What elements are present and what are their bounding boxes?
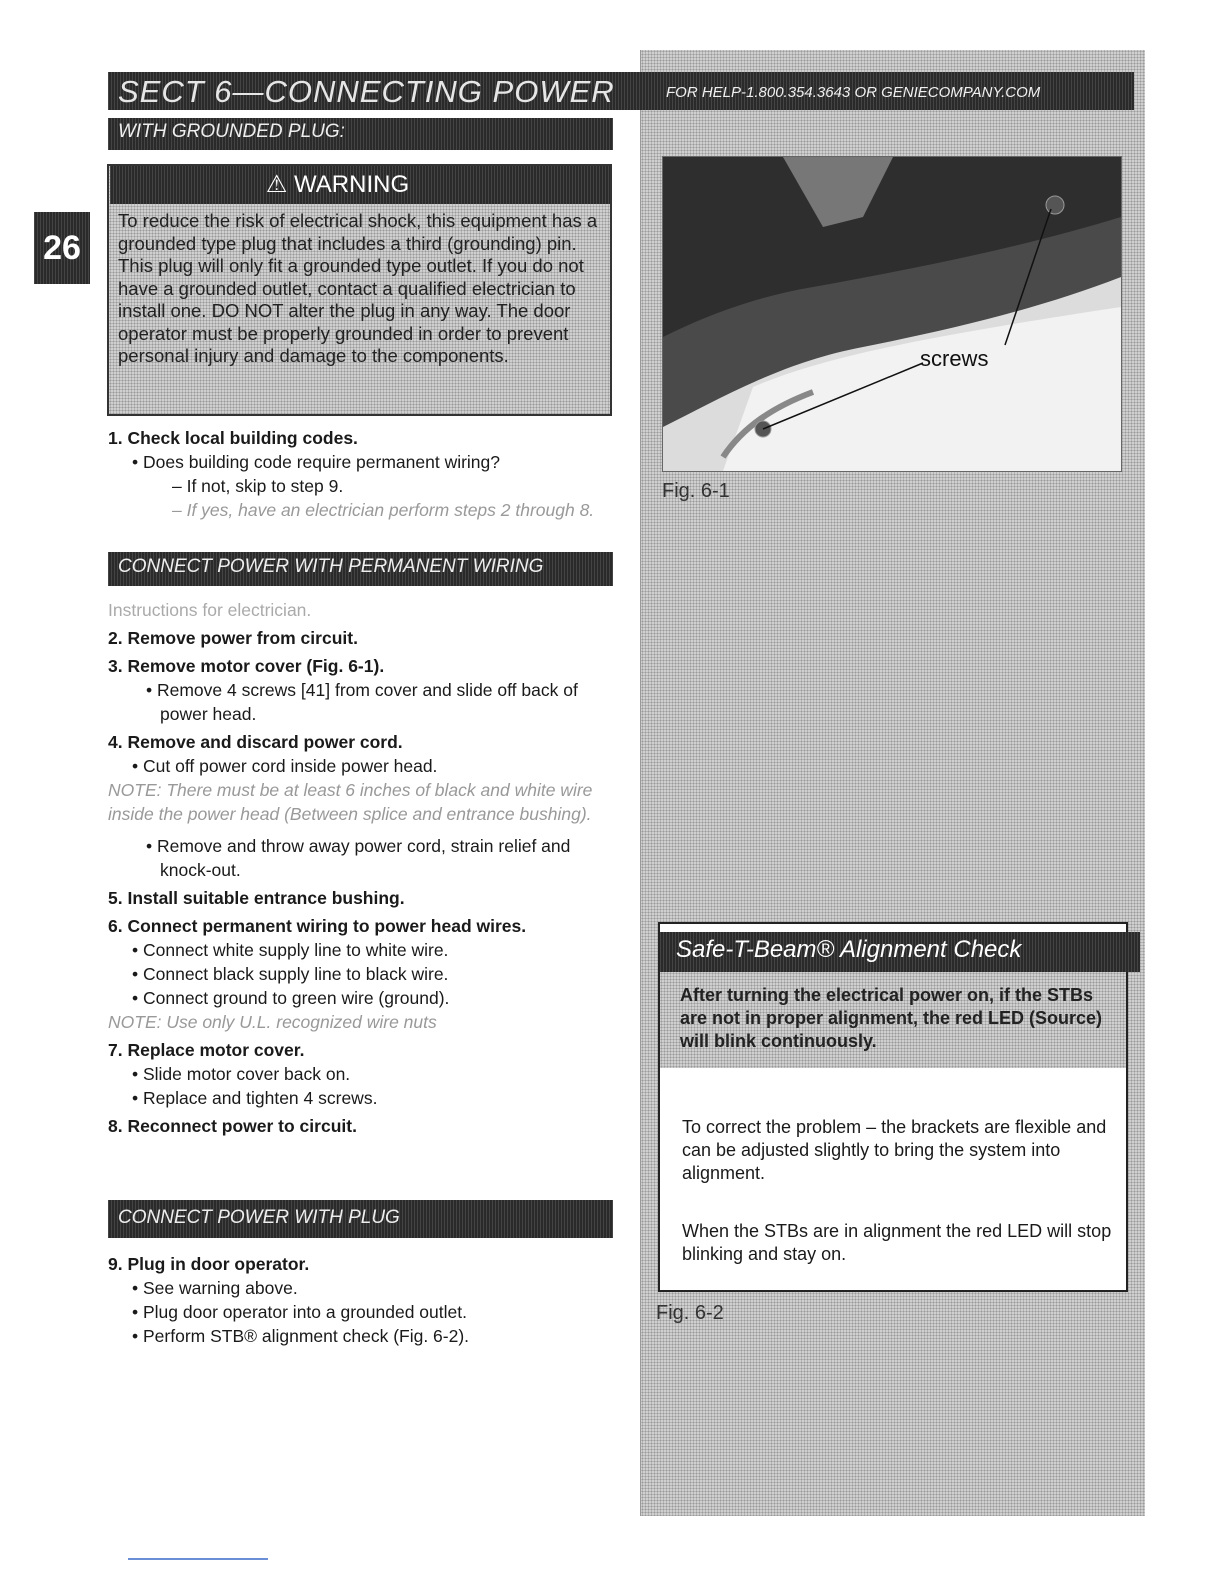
help-contact: FOR HELP-1.800.354.3643 OR GENIECOMPANY.COM xyxy=(666,84,1041,101)
step-7-bullet-1: • Slide motor cover back on. xyxy=(132,1064,351,1084)
section-title: SECT 6—CONNECTING POWER xyxy=(118,74,615,109)
motor-cover-illustration xyxy=(663,157,1121,471)
step-1: 1. Check local building codes. xyxy=(108,428,358,448)
step-9-bullet-3: • Perform STB® alignment check (Fig. 6-2). xyxy=(132,1326,470,1346)
figure-6-2-alert-text: After turning the electrical power on, if the STBs are not in proper alignment, the red LED (Source) will blink continuously. xyxy=(680,985,1103,1051)
step-4-bullet-1: • Cut off power cord inside power head. xyxy=(132,756,438,776)
step-6-bullet-2: • Connect black supply line to black wire. xyxy=(132,964,449,984)
figure-6-2-label: Fig. 6-2 xyxy=(656,1302,724,1324)
note-wire-length: NOTE: There must be at least 6 inches of black and white wire inside the power head (Between splice and entrance bushing). xyxy=(108,780,593,824)
step-3-bullet: • Remove 4 screws [41] from cover and slide off back of power head. xyxy=(146,680,578,724)
step-6-bullet-3: • Connect ground to green wire (ground). xyxy=(132,988,450,1008)
page-number-tab: 26 xyxy=(34,212,90,284)
steps-section-2 xyxy=(108,598,613,1138)
step-6-bullet-1: • Connect white supply line to white wire. xyxy=(132,940,449,960)
step-1-dash-2: – If yes, have an electrician perform steps 2 through 8. xyxy=(172,500,595,520)
steps-section-3 xyxy=(108,1252,613,1348)
step-7: 7. Replace motor cover. xyxy=(108,1040,305,1060)
figure-6-2-title: Safe-T-Beam® Alignment Check xyxy=(676,936,1022,963)
step-6: 6. Connect permanent wiring to power head wires. xyxy=(108,916,527,936)
step-4-bullet-2: • Remove and throw away power cord, strain relief and knock-out. xyxy=(146,836,571,880)
step-8: 8. Reconnect power to circuit. xyxy=(108,1116,357,1136)
electrician-intro: Instructions for electrician. xyxy=(108,600,312,620)
note-wire-nuts: NOTE: Use only U.L. recognized wire nuts xyxy=(108,1012,437,1032)
warning-text: To reduce the risk of electrical shock, this equipment has a grounded type plug that includes a third (grounding) pin. This plug will only fit a grounded type outlet. If you do not have a grounded outlet, contact a qualified electrician to install one. DO NOT alter the plug in any way. The door operator must be properly grounded in order to prevent personal injury and damage to the components. xyxy=(118,210,598,366)
step-9-bullet-1: • See warning above. xyxy=(132,1278,298,1298)
figure-6-1-label: Fig. 6-1 xyxy=(662,480,730,502)
step-7-bullet-2: • Replace and tighten 4 screws. xyxy=(132,1088,378,1108)
warning-title: ⚠ WARNING xyxy=(265,171,410,198)
step-3: 3. Remove motor cover (Fig. 6-1). xyxy=(108,656,385,676)
steps-section-1 xyxy=(108,426,628,522)
step-4: 4. Remove and discard power cord. xyxy=(108,732,403,752)
footer-rule xyxy=(128,1558,268,1560)
figure-6-1-photo xyxy=(662,156,1122,472)
subheader-permanent-wiring: CONNECT POWER WITH PERMANENT WIRING xyxy=(118,556,544,577)
step-1-dash-1: – If not, skip to step 9. xyxy=(172,476,344,496)
subheader-plug: CONNECT POWER WITH PLUG xyxy=(118,1207,400,1228)
screws-callout: screws xyxy=(920,346,989,371)
step-9: 9. Plug in door operator. xyxy=(108,1254,310,1274)
figure-6-2-paragraph-2: When the STBs are in alignment the red LED will stop blinking and stay on. xyxy=(682,1221,1112,1264)
step-9-bullet-2: • Plug door operator into a grounded outlet. xyxy=(132,1302,467,1322)
step-2: 2. Remove power from circuit. xyxy=(108,628,358,648)
figure-6-2-paragraph-1: To correct the problem – the brackets are flexible and can be adjusted slightly to bring the system into alignment. xyxy=(682,1117,1107,1183)
step-1-bullet: • Does building code require permanent wiring? xyxy=(132,452,501,472)
step-5: 5. Install suitable entrance bushing. xyxy=(108,888,405,908)
subheader-grounded-plug: WITH GROUNDED PLUG: xyxy=(118,121,345,142)
